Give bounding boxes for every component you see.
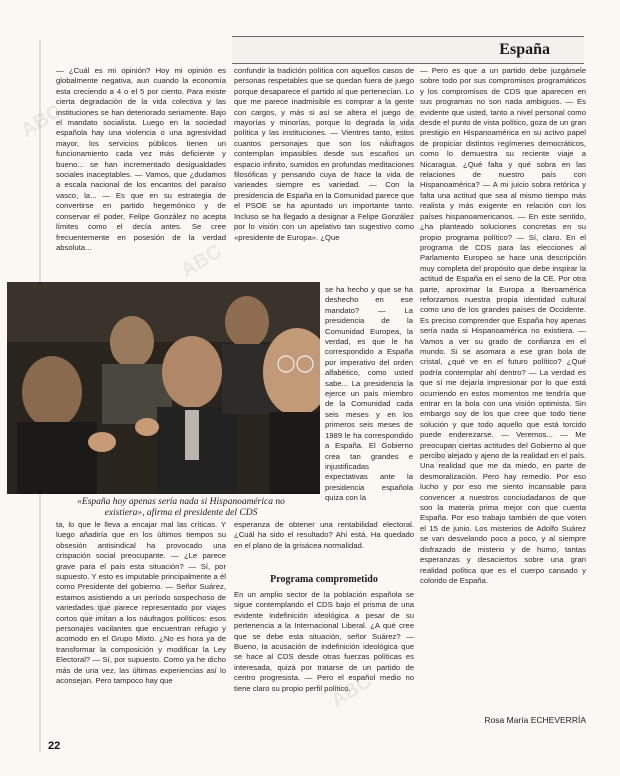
article-column-3	[420, 66, 586, 586]
article-column-2-side	[325, 285, 413, 504]
watermark: ABC	[377, 110, 426, 152]
crowd-photo-illustration	[7, 282, 320, 494]
article-text: confundir la tradición política con aquellos casos de personas respetables que se quedan fuera de juego porque desaparece el partido al que pertenecían. Lo que me parece inadmisible es comprar a la gente con cargos, y más si así se altera el juego de mayorías y minorías, porque lo degrada la vida política y las instituciones. — Vientres tanto, estos cuantos personajes que son los náufragos contemplan impasibles desde sus escaños un espacio infinito, sumidos en profundas meditaciones filosóficas y pensando cuya de hace la vida de varieades siempre es variedad. — Con la presidencia de España en la Comunidad parece que el PSOE se ha apuntado un importante tanto. Incluso se ha llegado a designar a Felipe González por lo visión con un apelativo tan sugestivo como «presidente de Europa». ¿Que	[234, 66, 414, 242]
article-text: — Pero es que a un partido debe juzgársele sobre todo por sus compromisos programáticos y los compromisos de CDS que aparecen en sus programas no son nada ambiguos. — Es evidente que usted, tanto a nivel personal como desde el punto de vista político, goza de un gran prestigio en Hispanoamérica en su activo papel de propiciar distintos regímenes democráticos, como lo demuestra su reciente viaje a Nicaragua. ¿Qué falta y qué sobra en las relaciones de nuestro país con Hispanoamérica? — A mi juicio sobra retórica y falta una actitud que sea al mismo tiempo más realista y más exigente en relación con los países hispanoamericanos. — En este sentido, ¿ha planteado soluciones concretas en su propio programa político? — Sí, claro. En el programa de CDS para las elecciones al Parlamento Europeo se hace una descripción muy completa del propósito que debe inspirar la actitud de España en el seno de la CE. Por otra parte, aproximar la Europa a Iberoamérica reforzamos nuestra propia identidad cultural como uno de los grandes países de Occidente. Es preciso comprender que España hoy apenas sería nada si Hispanoamérica no existiera. — Vamos a ver su grado de confianza en el mundo. Si se asomara a ese gran bola de cristal, ¿qué ve en el futuro político? ¿Qué podría contemplar ahí dentro? — La verdad es que sí me dejaría impresionar por lo que está ocurriendo en estos momentos me tendría que entrar en la bola con una visión optimista. Sin embargo soy de los que cree que todo tiene solución y que todo aquello que está torcido puede enderezarse. — Veremos... — Me preocupan ciertas actitudes del Gobierno al que percibo alejado y ajeno de la realidad en el país. Una realidad que me da miedo, en parte de desmoralización. Pero hay remedio. Por eso lucho y por eso me siento incansable para convencer a nuestros conciudadanos de que son la materia prima mejor con que cuenta España. Por eso trabajo también de que voten el 15 de junio. Los misterios de Adolfo Suárez se van desvelando poco a poco, y al siempre disfrazado de misterio y de humo, tantas esperanzas y desaciertos sobre una gran realidad política que es el cuerpo cansado y colorido de España.	[420, 66, 586, 585]
watermark: ABC	[17, 100, 66, 142]
article-column-2-top	[234, 66, 414, 243]
article-text: En un amplio sector de la población española se sigue contemplando el CDS bajo el prisma de una evidente indefinición ideológica a pesar de su pertenencia a la Internacional Liberal. ¿A qué cree que se debe esta situación, señor Suárez? — Bueno, la acusación de indefinición ideológica que se hace al CDS desde otras fuerzas políticas es interesada, quizá por tratarse de un partido de centro progresista. — Pero el español medio no tiene claro su propio perfil político.	[234, 590, 414, 693]
page-number: 22	[48, 740, 61, 752]
section-title: España	[499, 41, 550, 58]
news-photo	[7, 282, 320, 494]
article-column-2-bottom	[234, 520, 414, 551]
article-column-1-bottom	[56, 520, 226, 687]
article-text: esperanza de obtener una rentabilidad electoral. ¿Cuál ha sido el resultado? Ahí está. Ha quedado en el plano de la grisácea normalidad.	[234, 520, 414, 550]
section-header	[232, 36, 584, 64]
author-signature: Rosa María ECHEVERRÍA	[484, 715, 586, 725]
watermark: ABC	[427, 430, 476, 472]
article-column-1-top	[56, 66, 226, 253]
photo-caption: «España hoy apenas sería nada si Hispanoamérica no existiera», afirma el presidente del CDS	[77, 497, 285, 518]
subheading: Programa comprometido	[270, 574, 378, 585]
watermark: ABC	[77, 590, 126, 632]
article-text: ta, lo que le lleva a encajar mal las críticas. Y luego añadiría que en los últimos tiempos su obsesión antisindical ha provocado una crispación social preocupante. — ¿Le parece grave para el país esta situación? — Sí, por supuesto. Y esto es imputable principalmente a él como Presidente del gobierno. — Señor Suárez, estamos asistiendo a un período sospechoso de variedades que parece representado por viajes cortos que imitan a los náufragos políticos: esos personajes vacilantes que encuentran refugio y acomodo en el Grupo Mixto. ¿No es hora ya de transformar la composición y modificar la Ley Electoral? — Sí, por supuesto. Como ya he dicho más de una vez, las últimas experiencias así lo aconsejan. Pero tampoco hay que	[56, 520, 226, 686]
watermark: ABC	[327, 670, 376, 712]
article-column-2-bottom-continued	[234, 590, 414, 694]
article-text: — ¿Cuál es mi opinión? Hoy mi opinión es globalmente negativa, aun cuando la economía esta creciendo a 4 o el 5 por ciento. Para existe cierta degradación de la vida colectiva y las instituciones se han deteriorado seriamente. Bajo el mandato socialista. Luego en la sociedad española hay una violencia o una agresividad mayor, los servicios públicos tienen un funcionamiento cada vez más deficiente y bueno... se han incrementado desigualdades sociales inaceptables. — Vamos, que ¿dudamos a escala nacional de los encantos del paraíso vasco, la... — Es que en su estrategia de convertirse en partido hegemónico y de conservar el poder, Felipe González no acepta límites como el decía antes. Se cree frecuentemente en posesión de la verdad absoluta...	[56, 66, 226, 252]
watermark: ABC	[177, 240, 226, 282]
article-text: se ha hecho y que se ha deshecho en ese mandato? — La presidencia de la Comunidad Europea, la verdad, es que le ha correspondido a España por imperativo del orden alfabético, como usted sabe... La presidencia la ejerce un país miembro de la Comunidad cada seis meses y en los primeros seis meses de 1989 le ha correspondido a España. El Gobierno crea tan grandes e injustificadas expectativas ante la presidencia española quiza con la	[325, 285, 413, 503]
